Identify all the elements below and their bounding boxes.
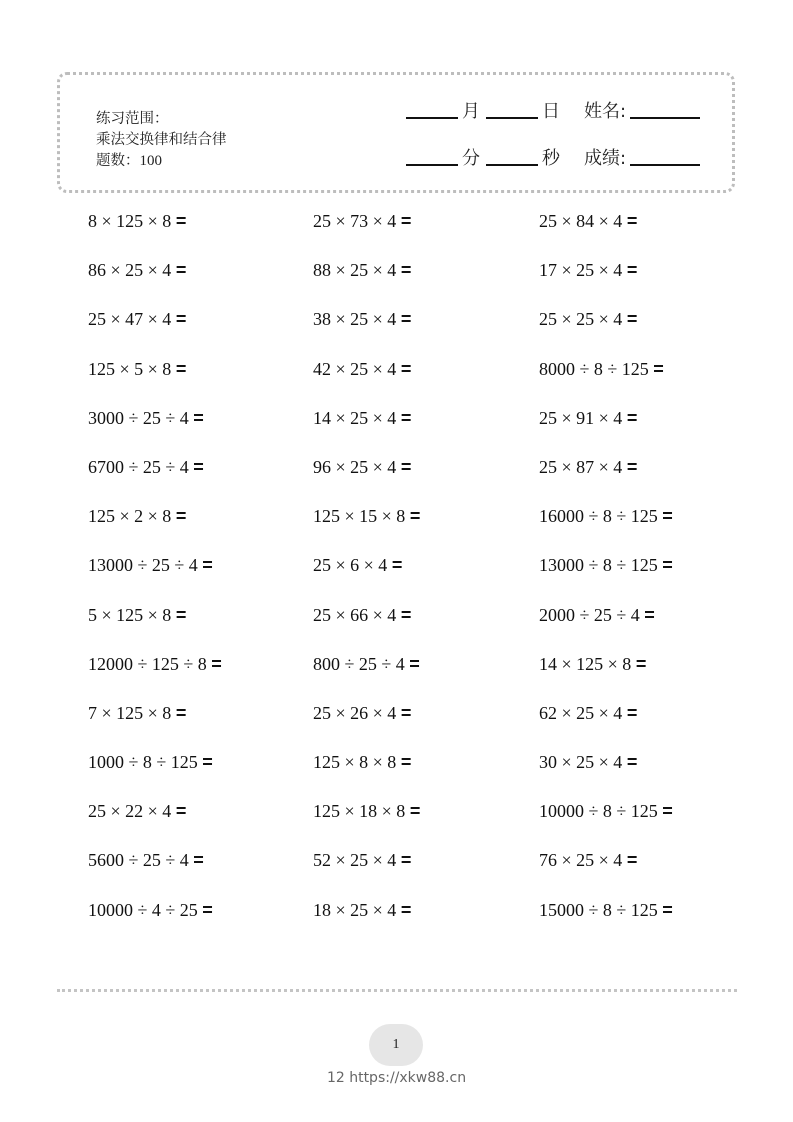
problem-expression: 2000 ÷ 25 ÷ 4: [539, 604, 645, 625]
problem-expression: 7 × 125 × 8: [88, 702, 176, 723]
problem-expression: 25 × 73 × 4: [313, 211, 401, 231]
problem-expression: 14 × 25 × 4: [313, 407, 401, 428]
math-problem: [88, 700, 313, 749]
math-problem: [88, 651, 313, 700]
math-problem: [313, 651, 539, 700]
math-problem: [88, 257, 313, 306]
problem-expression: 30 × 25 × 4: [539, 752, 627, 773]
math-problem: [313, 208, 539, 257]
problem-expression: 5 × 125 × 8: [88, 604, 176, 625]
fill-in-fields: [406, 97, 700, 191]
equals-sign: =: [626, 702, 638, 723]
equals-sign: =: [400, 211, 412, 231]
math-problem: [88, 503, 313, 552]
math-problem: [539, 897, 748, 946]
equals-sign: =: [175, 358, 187, 379]
equals-sign: =: [202, 752, 213, 773]
equals-sign: =: [400, 752, 412, 773]
problem-expression: 25 × 87 × 4: [539, 456, 627, 477]
math-problem: [539, 700, 748, 749]
equals-sign: =: [662, 801, 673, 822]
math-problem: [313, 552, 539, 601]
math-problem: [88, 208, 313, 257]
math-problem: [539, 208, 748, 257]
equals-sign: =: [626, 407, 638, 428]
math-problem: [539, 454, 748, 503]
problem-expression: 12000 ÷ 125 ÷ 8: [88, 653, 212, 674]
equals-sign: =: [175, 506, 187, 527]
math-problem: [539, 405, 748, 454]
problem-grid: [88, 208, 748, 946]
math-problem: [88, 552, 313, 601]
math-problem: [88, 356, 313, 405]
equals-sign: =: [400, 604, 412, 625]
equals-sign: =: [400, 702, 412, 723]
problem-expression: 38 × 25 × 4: [313, 309, 401, 330]
score-blank[interactable]: [630, 164, 700, 166]
problem-expression: 86 × 25 × 4: [88, 260, 176, 281]
math-problem: [539, 847, 748, 896]
math-problem: [88, 306, 313, 355]
problem-expression: 125 × 18 × 8: [313, 801, 410, 822]
problem-expression: 25 × 26 × 4: [313, 702, 401, 723]
minute-label: 分: [462, 148, 480, 169]
math-problem: [88, 749, 313, 798]
month-label: 月: [462, 101, 480, 122]
page-number: 1: [392, 1037, 400, 1052]
math-problem: [539, 552, 748, 601]
minute-blank[interactable]: [406, 164, 458, 166]
equals-sign: =: [202, 555, 213, 576]
practice-range-label: 练习范围：: [96, 111, 169, 127]
math-problem: [313, 356, 539, 405]
math-problem: [313, 503, 539, 552]
problem-expression: 52 × 25 × 4: [313, 850, 401, 871]
equals-sign: =: [662, 555, 673, 576]
problem-expression: 96 × 25 × 4: [313, 456, 401, 477]
problem-expression: 125 × 8 × 8: [313, 752, 401, 773]
equals-sign: =: [193, 850, 204, 871]
math-problem: [539, 356, 748, 405]
equals-sign: =: [175, 801, 187, 822]
math-problem: [313, 700, 539, 749]
date-name-row: [406, 97, 700, 123]
problem-expression: 25 × 91 × 4: [539, 407, 627, 428]
math-problem: [313, 602, 539, 651]
math-problem: [539, 257, 748, 306]
math-problem: [313, 798, 539, 847]
name-blank[interactable]: [630, 117, 700, 119]
problem-expression: 62 × 25 × 4: [539, 702, 627, 723]
footer-url: 12 https://xkw88.cn: [326, 1070, 467, 1086]
equals-sign: =: [202, 899, 213, 920]
problem-expression: 10000 ÷ 8 ÷ 125: [539, 801, 663, 822]
math-problem: [313, 749, 539, 798]
problem-expression: 25 × 25 × 4: [539, 309, 627, 330]
equals-sign: =: [626, 211, 638, 231]
problem-expression: 125 × 5 × 8: [88, 358, 176, 379]
problem-expression: 25 × 47 × 4: [88, 309, 176, 330]
equals-sign: =: [626, 752, 638, 773]
math-problem: [313, 897, 539, 946]
equals-sign: =: [400, 899, 412, 920]
month-blank[interactable]: [406, 117, 458, 119]
equals-sign: =: [400, 260, 412, 281]
equals-sign: =: [409, 653, 420, 674]
math-problem: [313, 306, 539, 355]
page-number-badge: [369, 1024, 423, 1066]
math-problem: [539, 306, 748, 355]
equals-sign: =: [175, 702, 187, 723]
problem-expression: 125 × 2 × 8: [88, 506, 176, 527]
problem-expression: 18 × 25 × 4: [313, 899, 401, 920]
problem-expression: 25 × 84 × 4: [539, 211, 627, 231]
problem-expression: 800 ÷ 25 ÷ 4: [313, 653, 410, 674]
math-problem: [313, 454, 539, 503]
problem-expression: 6700 ÷ 25 ÷ 4: [88, 456, 194, 477]
equals-sign: =: [400, 407, 412, 428]
problem-expression: 25 × 6 × 4: [313, 555, 392, 576]
math-problem: [539, 749, 748, 798]
equals-sign: =: [400, 358, 412, 379]
equals-sign: =: [175, 604, 187, 625]
equals-sign: =: [662, 899, 673, 920]
problem-expression: 16000 ÷ 8 ÷ 125: [539, 506, 663, 527]
time-score-row: [406, 144, 700, 170]
math-problem: [313, 257, 539, 306]
equals-sign: =: [193, 456, 204, 477]
math-problem: [88, 405, 313, 454]
equals-sign: =: [175, 309, 187, 330]
question-count-value: 100: [139, 153, 162, 169]
score-label: 成绩:: [584, 148, 627, 169]
worksheet-info: [96, 109, 227, 172]
math-problem: [88, 897, 313, 946]
problem-expression: 42 × 25 × 4: [313, 358, 401, 379]
question-count: [96, 151, 227, 172]
equals-sign: =: [211, 653, 222, 674]
equals-sign: =: [626, 260, 638, 281]
problem-expression: 25 × 22 × 4: [88, 801, 176, 822]
problem-expression: 3000 ÷ 25 ÷ 4: [88, 407, 194, 428]
equals-sign: =: [626, 456, 638, 477]
equals-sign: =: [400, 456, 412, 477]
problem-expression: 15000 ÷ 8 ÷ 125: [539, 899, 663, 920]
problem-expression: 14 × 125 × 8: [539, 653, 636, 674]
math-problem: [88, 798, 313, 847]
problem-expression: 8000 ÷ 8 ÷ 125: [539, 358, 654, 379]
math-problem: [88, 454, 313, 503]
equals-sign: =: [175, 211, 187, 231]
worksheet-header-box: [57, 72, 735, 193]
equals-sign: =: [644, 604, 655, 625]
practice-range-value: 乘法交换律和结合律: [96, 132, 227, 148]
equals-sign: =: [391, 555, 403, 576]
equals-sign: =: [626, 850, 638, 871]
math-problem: [539, 651, 748, 700]
math-problem: [539, 798, 748, 847]
problem-expression: 88 × 25 × 4: [313, 260, 401, 281]
problem-expression: 5600 ÷ 25 ÷ 4: [88, 850, 194, 871]
problem-expression: 25 × 66 × 4: [313, 604, 401, 625]
day-label: 日: [542, 101, 560, 122]
math-problem: [313, 405, 539, 454]
problem-expression: 13000 ÷ 8 ÷ 125: [539, 555, 663, 576]
problem-expression: 17 × 25 × 4: [539, 260, 627, 281]
equals-sign: =: [653, 358, 664, 379]
equals-sign: =: [626, 309, 638, 330]
math-problem: [88, 602, 313, 651]
equals-sign: =: [400, 850, 412, 871]
math-problem: [313, 847, 539, 896]
equals-sign: =: [662, 506, 673, 527]
equals-sign: =: [193, 407, 204, 428]
problem-expression: 13000 ÷ 25 ÷ 4: [88, 555, 203, 576]
math-problem: [539, 602, 748, 651]
second-label: 秒: [542, 148, 560, 169]
question-count-label: 题数：: [96, 153, 140, 169]
day-blank[interactable]: [486, 117, 538, 119]
footer-divider: [57, 989, 737, 992]
math-problem: [88, 847, 313, 896]
problem-expression: 125 × 15 × 8: [313, 506, 410, 527]
equals-sign: =: [635, 653, 647, 674]
name-label: 姓名:: [584, 101, 627, 122]
equals-sign: =: [175, 260, 187, 281]
equals-sign: =: [409, 506, 421, 527]
second-blank[interactable]: [486, 164, 538, 166]
problem-expression: 76 × 25 × 4: [539, 850, 627, 871]
math-problem: [539, 503, 748, 552]
equals-sign: =: [400, 309, 412, 330]
problem-expression: 1000 ÷ 8 ÷ 125: [88, 752, 203, 773]
problem-expression: 8 × 125 × 8: [88, 211, 176, 231]
problem-expression: 10000 ÷ 4 ÷ 25: [88, 899, 203, 920]
equals-sign: =: [409, 801, 421, 822]
